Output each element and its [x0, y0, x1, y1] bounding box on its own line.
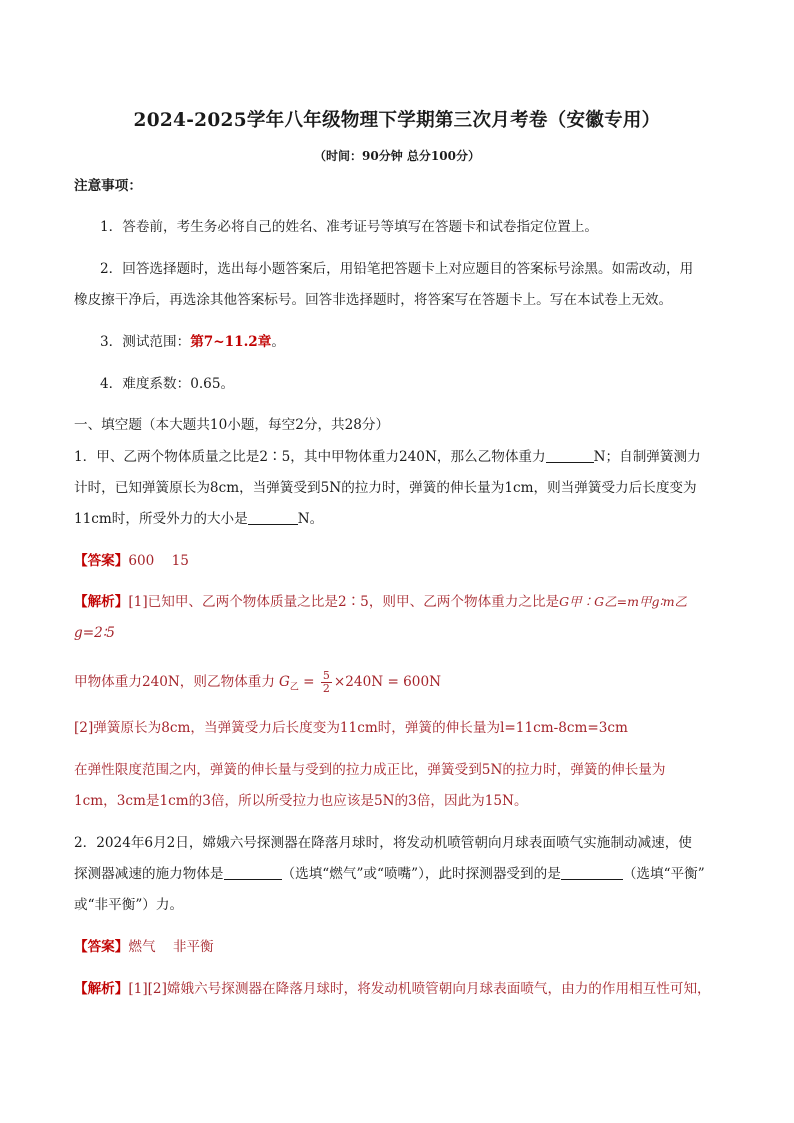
- answer-label: 【答案】: [74, 939, 129, 955]
- q1-blank-1: [546, 448, 594, 463]
- q1-analysis-line-3: 甲物体重力240N，则乙物体重力 $G_乙$ = $\frac{5}{2}$ ×240N = 600N: [74, 669, 441, 695]
- exam-duration: （时间：90分钟 总分100分）: [314, 149, 480, 163]
- notice-item-3: [100, 332, 760, 352]
- q2-text-b: （选填“燃气”或“喷嘴”），此时探测器受到的是: [281, 866, 561, 882]
- q1-analysis-text-4a: [2]弹簧原长为8cm，当弹簧受力后长度变为11cm时，弹簧的伸长量为: [74, 720, 501, 736]
- notice-item-3-suffix: 。: [271, 334, 285, 350]
- q2-answer-value: 燃气 非平衡: [128, 939, 214, 955]
- analysis-label: 【解析】: [74, 981, 129, 997]
- q1-answer: [74, 551, 734, 571]
- question-2-line-2: [74, 864, 734, 884]
- fraction-numerator: 5: [322, 669, 330, 682]
- q1-text-c: 11cm时，所受外力的大小是: [74, 511, 248, 527]
- q1-analysis-text-1: [1]已知甲、乙两个物体质量之比是2∶5，则甲、乙两个物体重力之比是: [128, 594, 560, 610]
- fraction: [321, 670, 332, 695]
- q2-answer: [74, 937, 734, 957]
- q2-blank-2: [561, 865, 623, 880]
- notice-item-3-prefix: 3．测试范围：: [100, 334, 191, 350]
- notice-item-2-line-2: 橡皮擦干净后，再选涂其他答案标号。回答非选择题时，将答案写在答题卡上。写在本试卷上无效。: [74, 292, 673, 308]
- q1-text-b: N；自制弹簧测力: [593, 449, 701, 465]
- question-2-line-1: 2．2024年6月2日，嫦娥六号探测器在降落月球时，将发动机喷管朝向月球表面喷气实施制动减速，使: [74, 835, 692, 851]
- notice-item-1: 1．答卷前，考生务必将自己的姓名、准考证号等填写在答题卡和试卷指定位置上。: [100, 219, 599, 235]
- q1-weight-ratio-formula: G甲∶G乙=m甲g∶m乙: [559, 594, 688, 609]
- q1-blank-2: [248, 510, 298, 525]
- q1-answer-value: 600 15: [128, 553, 189, 569]
- notice-heading: 注意事项：: [74, 178, 142, 194]
- fraction-denominator: 2: [322, 682, 330, 695]
- question-1-line-1: [74, 447, 734, 467]
- answer-label: 【答案】: [74, 553, 129, 569]
- q1-analysis-text-3a: 甲物体重力240N，则乙物体重力: [74, 674, 275, 690]
- q1-extension-formula: l=11cm-8cm=3cm: [500, 720, 628, 736]
- notice-item-4: 4．难度系数：0.65。: [100, 376, 235, 392]
- q1-analysis-text-3b: ×240N = 600N: [333, 674, 441, 690]
- q2-analysis-line-1: [74, 979, 734, 999]
- q1-text-a: 1．甲、乙两个物体质量之比是2∶5，其中甲物体重力240N，那么乙物体重力: [74, 449, 546, 465]
- q1-analysis-line-1: [74, 592, 734, 612]
- question-2-line-3: 或“非平衡”）力。: [74, 897, 184, 913]
- section-heading: 一、填空题（本大题共10小题，每空2分，共28分）: [74, 417, 390, 433]
- q1-analysis-line-2: g=2∶5: [74, 625, 115, 641]
- q1-text-d: N。: [297, 511, 324, 527]
- q1-analysis-line-6: 1cm，3cm是1cm的3倍，所以所受拉力也应该是5N的3倍，因此为15N。: [74, 793, 528, 809]
- notice-item-2-line-1: 2．回答选择题时，选出每小题答案后，用铅笔把答题卡上对应题目的答案标号涂黑。如需改动，用: [100, 261, 694, 277]
- q2-text-a: 探测器减速的施力物体是: [74, 866, 224, 882]
- q2-text-c: （选填“平衡”: [622, 866, 705, 882]
- q2-blank-1: [224, 865, 282, 880]
- test-scope: 第7~11.2章: [190, 334, 272, 350]
- page-title: 2024-2025学年八年级物理下学期第三次月考卷（安徽专用）: [133, 110, 661, 131]
- q2-analysis-text-1: [1][2]嫦娥六号探测器在降落月球时，将发动机喷管朝向月球表面喷气，由力的作用相互性可知，: [128, 981, 711, 997]
- q1-analysis-line-4: [74, 718, 734, 738]
- q1-analysis-line-5: 在弹性限度范围之内，弹簧的伸长量与受到的拉力成正比，弹簧受到5N的拉力时，弹簧的伸长量为: [74, 762, 666, 778]
- question-1-line-2: 计时，已知弹簧原长为8cm，当弹簧受到5N的拉力时，弹簧的伸长量为1cm，则当弹簧受力后长度变为: [74, 480, 697, 496]
- question-1-line-3: [74, 509, 734, 529]
- analysis-label: 【解析】: [74, 594, 129, 610]
